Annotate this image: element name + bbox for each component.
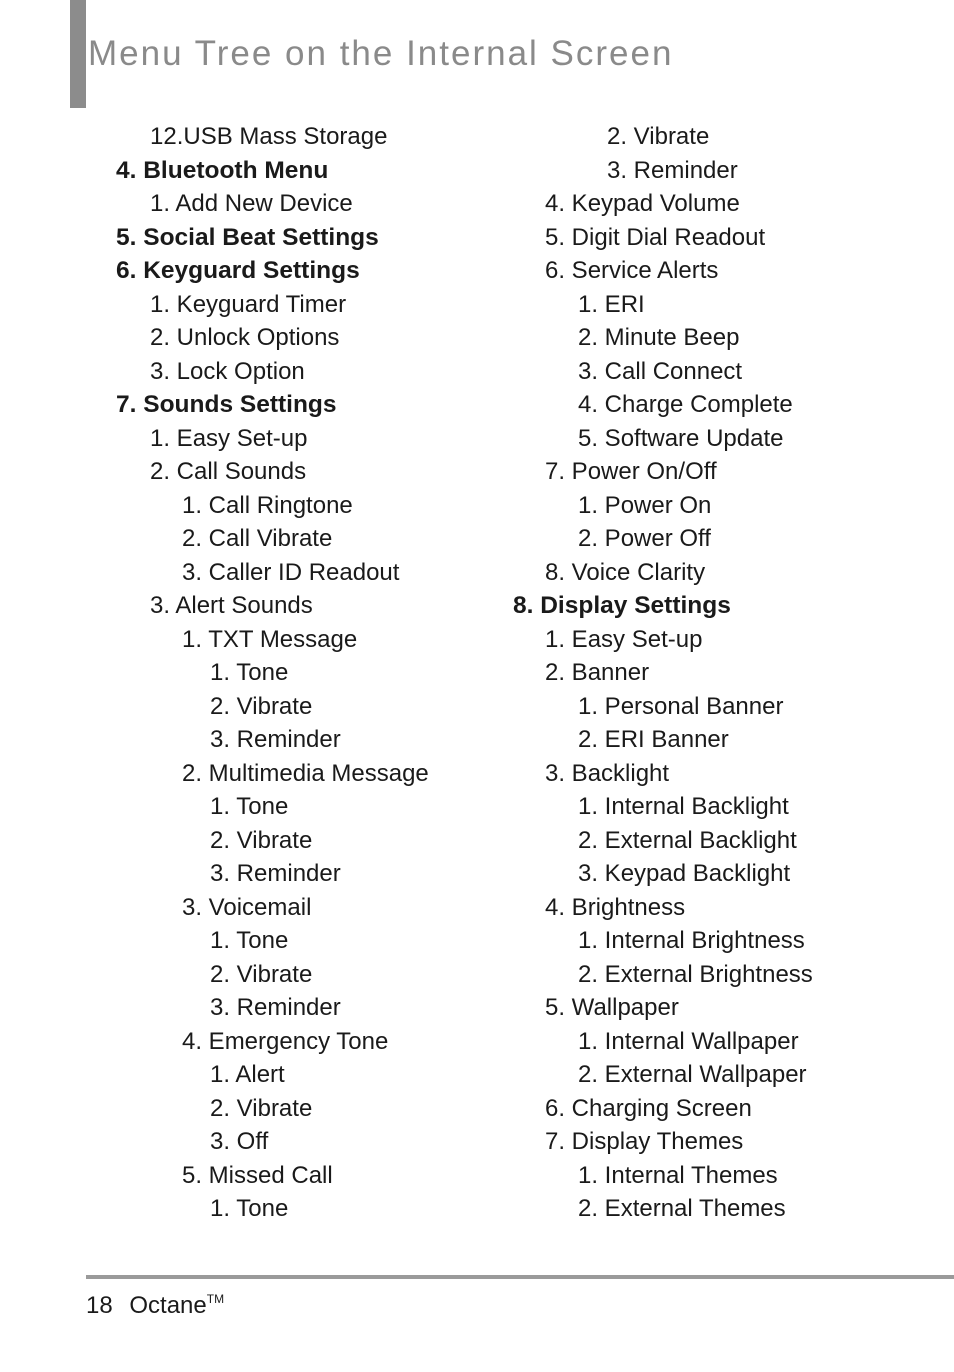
menu-heading: 7. Sounds Settings: [116, 391, 337, 418]
trademark-symbol: TM: [206, 1292, 225, 1306]
menu-item: 2. External Backlight: [578, 826, 797, 854]
menu-item: 4. Emergency Tone: [182, 1027, 389, 1055]
menu-item: 2. Vibrate: [210, 960, 313, 988]
menu-item: 3. Lock Option: [150, 357, 305, 385]
menu-item: 4. Brightness: [545, 893, 686, 921]
menu-item: 6. Service Alerts: [545, 257, 719, 284]
menu-item: 3. Reminder: [210, 860, 341, 887]
menu-item: 2. Multimedia Message: [182, 759, 429, 787]
menu-item: 1. Add New Device: [150, 190, 353, 217]
menu-heading: 6. Keyguard Settings: [116, 257, 360, 284]
menu-item: 2. Vibrate: [607, 123, 710, 150]
menu-item: 2. Vibrate: [210, 1094, 313, 1122]
menu-item: 1. Easy Set-up: [545, 625, 703, 653]
menu-item: 3. Alert Sounds: [150, 592, 313, 619]
menu-item: 5. Digit Dial Readout: [545, 223, 766, 251]
menu-item: 1. Keyguard Timer: [150, 290, 347, 318]
menu-item: 3. Reminder: [210, 726, 341, 753]
menu-item: 5. Software Update: [578, 424, 784, 452]
menu-item: 5. Missed Call: [182, 1161, 333, 1189]
menu-item: 2. External Themes: [578, 1195, 786, 1222]
menu-item: 3. Call Connect: [578, 357, 743, 385]
menu-item: 4. Keypad Volume: [545, 190, 740, 217]
menu-item: 3. Reminder: [210, 994, 341, 1021]
menu-item: 1. Internal Wallpaper: [578, 1027, 799, 1055]
title-accent-bar: [70, 0, 86, 108]
menu-tree-left-column: [0, 120, 500, 1226]
menu-item: 2. Vibrate: [210, 692, 313, 720]
menu-item: 2. External Wallpaper: [578, 1061, 807, 1088]
menu-item: 6. Charging Screen: [545, 1094, 752, 1122]
menu-item: 1. Tone: [210, 793, 289, 820]
menu-item: 7. Power On/Off: [545, 458, 717, 485]
menu-item: 1. Internal Themes: [578, 1161, 778, 1189]
brand-text: Octane: [129, 1292, 207, 1319]
menu-item: 2. Call Vibrate: [182, 525, 333, 552]
menu-item: 2. Vibrate: [210, 826, 313, 854]
page-footer: [86, 1292, 224, 1320]
menu-item: 1. Tone: [210, 927, 289, 954]
menu-item: 1. ERI: [578, 290, 645, 318]
menu-item: 3. Caller ID Readout: [182, 558, 400, 586]
brand-name: [129, 1292, 224, 1319]
menu-item: 3. Keypad Backlight: [578, 860, 791, 887]
menu-item: 3. Voicemail: [182, 893, 312, 921]
menu-item: 3. Reminder: [607, 156, 738, 184]
menu-item: 12.USB Mass Storage: [150, 123, 388, 150]
menu-item: 2. External Brightness: [578, 960, 813, 988]
menu-item: 2. Power Off: [578, 525, 711, 552]
menu-item: 4. Charge Complete: [578, 391, 793, 418]
menu-item: 1. Call Ringtone: [182, 491, 353, 519]
menu-item: 5. Wallpaper: [545, 994, 679, 1021]
menu-item: 3. Off: [210, 1128, 269, 1155]
menu-item: 3. Backlight: [545, 759, 670, 787]
menu-item: 1. Power On: [578, 491, 712, 519]
menu-item: 1. Easy Set-up: [150, 424, 308, 452]
menu-item: 2. Unlock Options: [150, 324, 340, 351]
menu-item: 2. ERI Banner: [578, 726, 729, 753]
menu-item: 1. Alert: [210, 1061, 285, 1088]
footer-divider: [86, 1275, 954, 1279]
menu-heading: 4. Bluetooth Menu: [116, 156, 329, 184]
menu-heading: 5. Social Beat Settings: [116, 223, 379, 251]
menu-item: 2. Minute Beep: [578, 324, 740, 351]
page-title: Menu Tree on the Internal Screen: [88, 34, 674, 73]
menu-item: 1. Personal Banner: [578, 692, 784, 720]
menu-tree-right-column: [477, 120, 954, 1226]
menu-item: 7. Display Themes: [545, 1128, 744, 1155]
menu-heading: 8. Display Settings: [513, 592, 731, 619]
menu-item: 2. Call Sounds: [150, 458, 307, 485]
menu-item: 1. Internal Backlight: [578, 793, 789, 820]
menu-item: 1. Internal Brightness: [578, 927, 805, 954]
menu-item: 1. TXT Message: [182, 625, 358, 653]
page-number: 18: [86, 1292, 113, 1319]
menu-item: 1. Tone: [210, 659, 289, 686]
menu-item: 8. Voice Clarity: [545, 558, 706, 586]
menu-item: 1. Tone: [210, 1195, 289, 1222]
menu-item: 2. Banner: [545, 659, 650, 686]
